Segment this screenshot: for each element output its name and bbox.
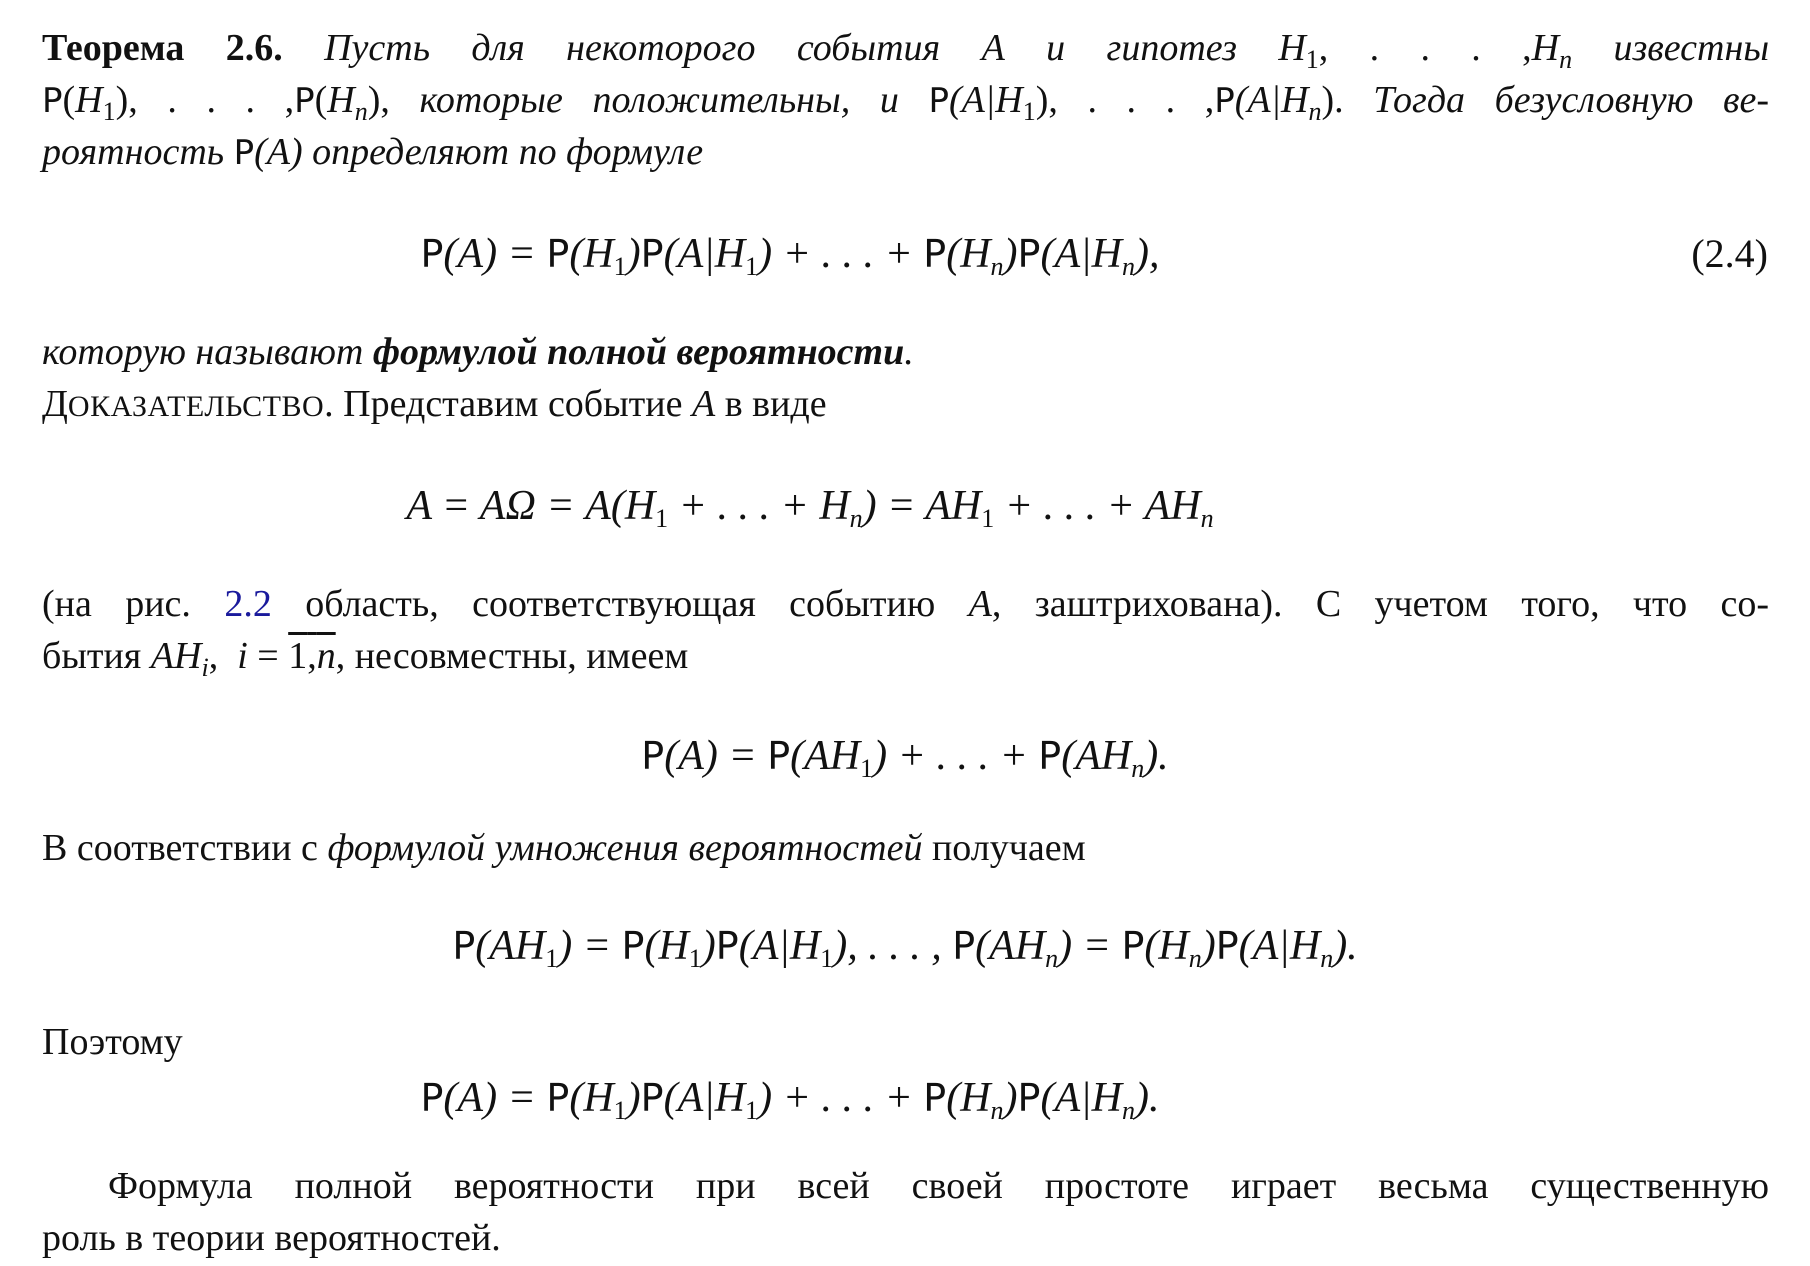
equation-multiplication: $P(AH_1) = P(H_1)P(A|H_1)$, . . . , $P(AH_n) = P(H_n)P(A|H_n)$.	[452, 923, 1358, 973]
equation-decomposition: $A = A\Omega = A(H_1$ + . . . + $H_n) = AH_1$ + . . . + $AH_n$	[406, 483, 1214, 533]
figure-paragraph-line-1: (на рис. 2.2 область, соответствующая событию A, заштрихована). С учетом того, что со-	[42, 583, 1770, 625]
final-paragraph-line-2: роль в теории вероятностей.	[42, 1217, 501, 1259]
proof-line: ДОКАЗАТЕЛЬСТВО. Представим событие A в виде	[42, 383, 827, 425]
term-total-probability: формулой полной вероятности	[372, 331, 905, 373]
equation-number: (2.4)	[1691, 231, 1768, 276]
term-multiplication-formula: формулой умножения вероятностей	[327, 827, 923, 869]
final-paragraph-line-1: Формула полной вероятности при всей своей простоте играет весьма существенную	[108, 1165, 1769, 1207]
definition-line: которую называют формулой полной вероятности.	[42, 331, 914, 373]
therefore-line: Поэтому	[42, 1021, 183, 1063]
theorem-line-2: $P(H_1)$, . . . $,P(H_n)$, которые положительны, и $P(A|H_1)$, . . . $,P(A|H_n)$. Тогда безусловную ве-	[42, 79, 1770, 126]
proof-label: ДОКАЗАТЕЛЬСТВО.	[42, 383, 334, 425]
figure-paragraph-line-2: бытия $AH_i$, i = 1,n, несовместны, имеем	[42, 635, 689, 682]
theorem-line-3: роятность P(A) определяют по формуле	[42, 131, 704, 173]
equation-sum: $P(A) = P(AH_1)$ + . . . + $P(AH_n)$.	[641, 733, 1169, 783]
figure-reference-link[interactable]: 2.2	[224, 583, 272, 625]
multiplication-paragraph: В соответствии с формулой умножения вероятностей получаем	[42, 827, 1086, 869]
theorem-label: Теорема 2.6.	[42, 27, 283, 69]
equation-total-probability: $P(A) = P(H_1)P(A|H_1)$ + . . . + $P(H_n)P(A|H_n)$,	[420, 231, 1160, 281]
equation-total-probability-final: $P(A) = P(H_1)P(A|H_1)$ + . . . + $P(H_n)P(A|H_n)$.	[420, 1075, 1160, 1125]
theorem-line-1: Теорема 2.6. Пусть для некоторого события A и гипотез $H_1$, . . . $,H_n$ известны	[42, 27, 1770, 74]
